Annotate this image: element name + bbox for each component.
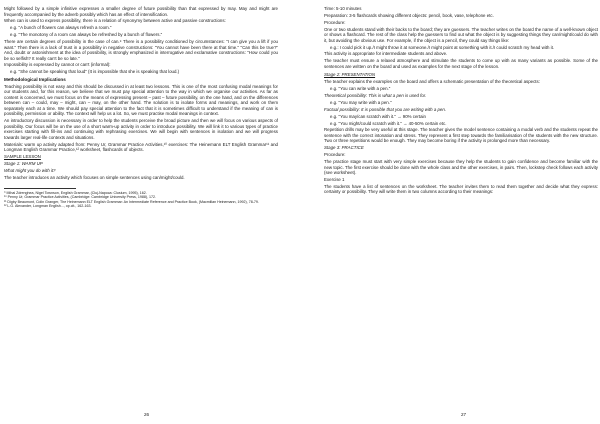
left-paragraph: SAMPLE LESSON [4,153,41,159]
left-paragraph: Impossibility is expressed by cannot or can't (informal): [4,62,111,68]
right-paragraph: The students have a list of sentences on the worksheet. The teacher invites them to read them together and decide what they express: certainty or possibility. They will write them in two columns according to their meanings: [324,183,598,195]
right-paragraph: e.g. "You can write with a pen." [330,86,391,92]
right-paragraph: Stage 2: PRESENTATION [324,72,376,78]
right-paragraph: Preparation: 3-5 flashcards showing different objects: pencil, book, vase, telephone etc. [324,12,494,18]
right-paragraph: e.g.: I could pick it up./I might throw it at someone./I might point at something with it./I could scratch my head with it. [330,44,555,50]
right-page-body [324,6,598,195]
left-paragraph: The teacher introduces an activity which focuses on simple sentences using can/might/could. [4,174,185,180]
right-paragraph: One or two students stand with their backs to the board; they are guessers. The teacher writes on the board the name of a well-known object or shows a flashcard. The rest of the class help the guessers to find out what the object is by suggesting things they can/might/could do with it, but avoiding the obvious use. For example, if the object is a pencil, they could say things like: [324,26,598,43]
right-paragraph: The practice stage must start with very simple exercises because they help the students to gain confidence and become familiar with the new topic. The first exercise should be done with the whole class and the other exercises, in pairs. Then, lockstep check follows each activity (see worksheet). [324,159,598,176]
left-paragraph: There are certain degrees of possibility in the case of can.⁹ There is a possibility conditioned by circumstances: "I can give you a lift if you want." Then there is a lack of trust in a possibility in negative constructions: "You cannot have been there at that time." "Can this be true?" And, doubt or astonishment at the idea of possibility, is strongly emphasized in interrogative and exclamative constructions: "How could you be so selfish? It really can't be so late." [4,39,278,61]
footnote: ¹⁰ Penny Ur, Grammar Practice Activities, (Cambridge: Cambridge University Press, 1988), 172. [4,195,157,200]
footnote: ¹² L.G. Alexander, Longman English..., op.cit., 162-163. [4,204,92,209]
left-heading: Methodological Implications [4,76,66,82]
page-number-right: 27 [461,412,467,417]
left-paragraph: e.g. "She cannot be speaking that loud" (It is impossible that she is speaking that loud.) [10,69,180,75]
footnote-rule [4,188,76,189]
left-paragraph: e.g. "The monotony of a room can always be refreshed by a bunch of flowers." [10,32,163,38]
right-page [324,6,598,418]
left-paragraph: Materials: warm up activity adapted from: Penny Ur, Grammar Practice Activities,¹⁰ exercises: The Heinemann ELT English Grammar¹¹ and Longman English Grammar Practice,¹² worksheet, flashcards of objects. [4,141,278,153]
left-page [4,6,278,418]
left-paragraph: Might followed by a simple infinitive expresses a smaller degree of future possibility than that expressed by may. May and might are frequently accompanied by the adverb possibly which has an effect of intensification. [4,6,278,17]
right-paragraph: e.g. "You may/can scratch with it." → 90% certain [330,113,426,119]
left-paragraph: e.g. "A bunch of flowers can always refresh a room." [10,25,112,31]
right-paragraph: Repetition drills may be very useful at this stage. The teacher gives the model sentence containing a modal verb and the students repeat the sentence with the correct intonation and stress. They represent a first step towards the familiarisation of the students with the new structure. Two or three repetitions would be enough. They may become boring if the activity is prolonged more than necessary. [324,127,598,144]
page-number-left: 26 [144,412,150,417]
right-paragraph: Exercise 1 [324,177,345,183]
right-paragraph: e.g. "You may write with a pen." [330,99,392,105]
left-page-body [4,6,278,180]
right-paragraph: Stage 3: PRACTICE [324,145,364,151]
footnote: ⁹ Mihai Zdrenghea, Nigel Townson, English Grammar, (Cluj-Napoca: Clusium, 1995), 162. [4,191,147,196]
right-paragraph: Time: 5-10 minutes [324,6,362,11]
right-paragraph: e.g. "You might/could scratch with it." → 40-50% certain etc. [330,120,447,126]
right-paragraph: The teacher explains the examples on the board and offers a schematic presentation of the theoretical aspects: [324,79,540,85]
footnotes [4,191,278,209]
right-paragraph: Procedure: [324,152,346,158]
left-paragraph: What might you do with it? [4,167,56,173]
left-paragraph: When can is used to express possibility, there is a relation of synonymy between active and passive constructions: [4,18,226,24]
right-paragraph: Factual possibility: It is possible that you are writing with a pen. [324,106,447,112]
footnote: ¹¹ Digby Beaumont, Colin Granger, The Heinemann ELT English Grammar: An Intermediate Reference and Practice Book, (Macmillan Heinemann, 1992), 78-79. [4,199,259,204]
right-paragraph: Theoretical possibility: This is what a pen is used for. [324,93,427,99]
right-paragraph: Procedure: [324,19,346,25]
left-paragraph: Stage 1: WARM UP [4,160,43,166]
left-paragraph: An introductory discussion is necessary in order to help the students perceive the broad picture and then we will focus on various aspects of possibility. Our focus will be on the use of a short warm-up activity in order to introduce possibility. We will link it to various types of practice exercises starting with fill-ins and continuing with rephrasing exercises. We will begin with sentences in isolation and we will progress towards larger real-life contexts and situations. [4,118,278,140]
left-paragraph: Teaching possibility is not easy and this should be discussed in at least two lessons. This is one of the most confusing modal meanings for our students and, for this reason, we believe that we must pay special attention to the way in which we organise our activities. As far as content is concerned, we must focus on the means of expressing present – past – future possibility, on the one hand, and on the differences between can – could, may – might, can – may, on the other hand. The solution is to isolate forms and meanings, and work on them separately each at a time. We should pay special attention to the fact that it is sometimes difficult to understand if the meaning of can is possibility, permission or ability. The context will help us a lot. So, we must practise modal meanings in context. [4,83,278,117]
right-paragraph: This activity is appropriate for intermediate students and above. [324,51,448,57]
right-paragraph: The teacher must ensure a relaxed atmosphere and stimulate the students to come up with as many variants as possible. Some of the sentences are written on the board and used as examples for the next stage of the lesson. [324,58,598,69]
